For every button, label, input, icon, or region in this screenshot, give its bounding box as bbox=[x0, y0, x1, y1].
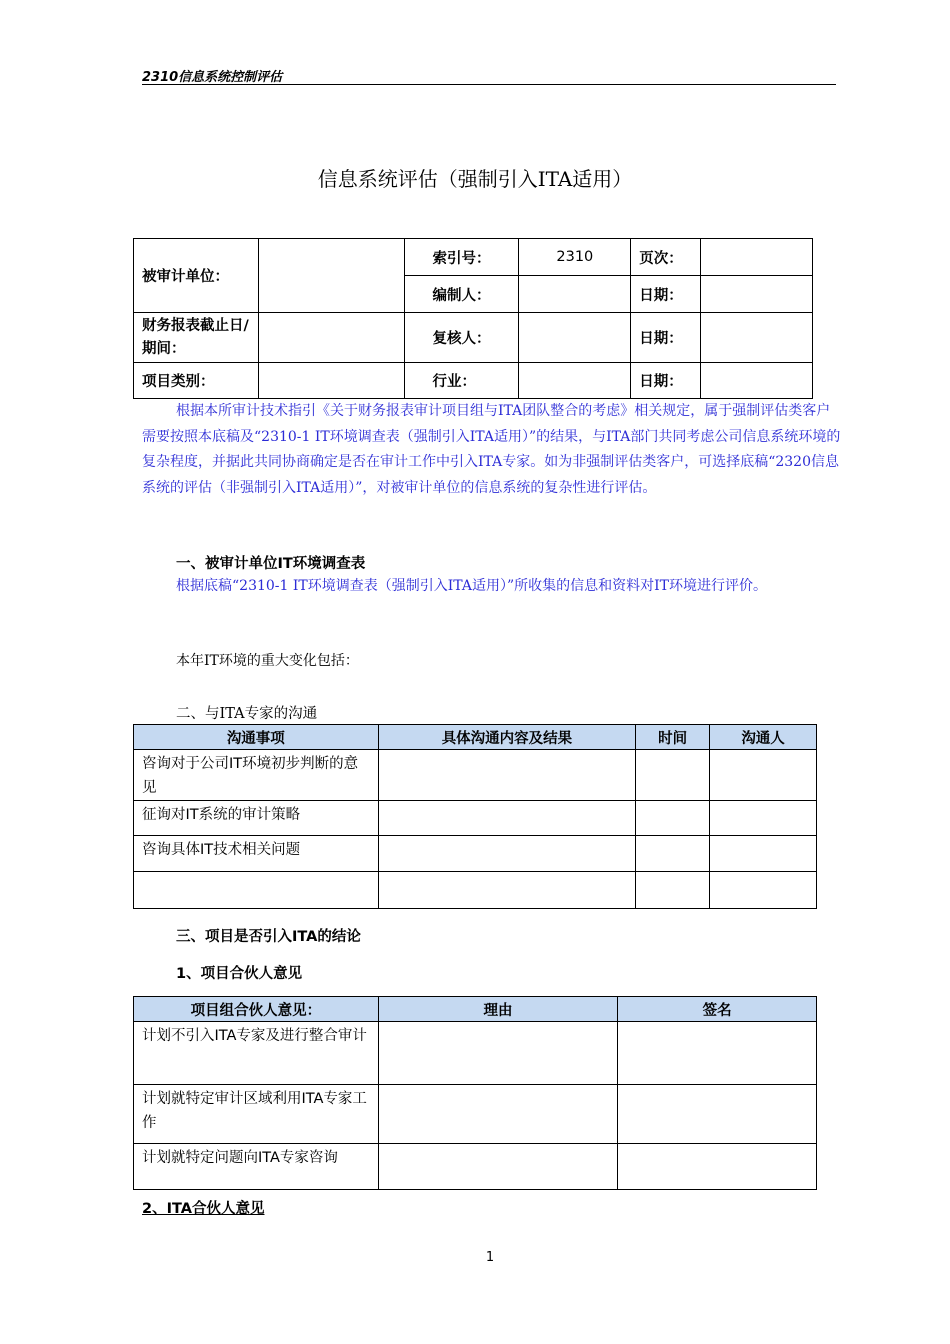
section3-title: 三、项目是否引入ITA的结论 bbox=[176, 929, 361, 945]
comm-row-item[interactable] bbox=[134, 872, 379, 909]
index-value[interactable]: 2310 bbox=[519, 239, 631, 276]
page-value[interactable] bbox=[701, 239, 813, 276]
project-type-label: 项目类别： bbox=[134, 363, 259, 399]
comm-row-time[interactable] bbox=[636, 872, 710, 909]
comm-header-person: 沟通人 bbox=[710, 725, 817, 750]
auditee-label: 被审计单位： bbox=[134, 239, 259, 313]
period-label: 财务报表截止日/期间： bbox=[134, 313, 259, 363]
partner-row-reason[interactable] bbox=[378, 1085, 618, 1144]
preparer-date-value[interactable] bbox=[701, 276, 813, 313]
reviewer-label: 复核人： bbox=[404, 313, 519, 363]
partner-header-signature: 签名 bbox=[618, 997, 817, 1022]
industry-label: 行业： bbox=[404, 363, 519, 399]
comm-row-time[interactable] bbox=[636, 750, 710, 801]
comm-row-content[interactable] bbox=[378, 750, 636, 801]
partner-row-signature[interactable] bbox=[618, 1144, 817, 1190]
comm-row-item: 征询对IT系统的审计策略 bbox=[134, 801, 379, 836]
comm-row-person[interactable] bbox=[710, 750, 817, 801]
partner-row-option: 计划就特定问题向ITA专家咨询 bbox=[134, 1144, 379, 1190]
document-title: 信息系统评估（强制引入ITA适用） bbox=[317, 167, 633, 191]
it-changes-text: 本年IT环境的重大变化包括： bbox=[176, 653, 359, 669]
index-label: 索引号： bbox=[404, 239, 519, 276]
page-header: 2310信息系统控制评估 bbox=[142, 66, 836, 85]
section1-text: 根据底稿“2310-1 IT环境调查表（强制引入ITA适用）”所收集的信息和资料对IT环境进行评价。 bbox=[176, 578, 767, 594]
section1-title: 一、被审计单位IT环境调查表 bbox=[176, 556, 366, 572]
section1-paragraph bbox=[142, 574, 842, 600]
project-date-label: 日期： bbox=[631, 363, 701, 399]
project-type-value[interactable] bbox=[258, 363, 404, 399]
partner-row-reason[interactable] bbox=[378, 1144, 618, 1190]
comm-row-person[interactable] bbox=[710, 801, 817, 836]
reviewer-value[interactable] bbox=[519, 313, 631, 363]
comm-row-time[interactable] bbox=[636, 801, 710, 836]
partner-row-signature[interactable] bbox=[618, 1022, 817, 1085]
partner-header-reason: 理由 bbox=[378, 997, 618, 1022]
industry-value[interactable] bbox=[519, 363, 631, 399]
preparer-date-label: 日期： bbox=[631, 276, 701, 313]
ita-partner-opinion-title: 2、ITA合伙人意见 bbox=[142, 1201, 265, 1217]
partner-opinion-title: 1、项目合伙人意见 bbox=[176, 966, 303, 982]
reviewer-date-label: 日期： bbox=[631, 313, 701, 363]
comm-header-time: 时间 bbox=[636, 725, 710, 750]
intro-text: 根据本所审计技术指引《关于财务报表审计项目组与ITA团队整合的考虑》相关规定，属于强制评估类客户需要按照本底稿及“2310-1 IT环境调查表（强制引入ITA适用）”的结果，与ITA部门共同考虑公司信息系统环境的复杂程度，并据此共同协商确定是否在审计工作中引入ITA专家。如为非强制评估类客户，可选择底稿“2320信息系统的评估（非强制引入ITA适用）”，对被审计单位的信息系统的复杂性进行评估。 bbox=[142, 403, 841, 496]
page-number: 1 bbox=[485, 1250, 495, 1265]
preparer-value[interactable] bbox=[519, 276, 631, 313]
intro-paragraph bbox=[142, 399, 842, 501]
info-table bbox=[133, 238, 813, 399]
comm-row-time[interactable] bbox=[636, 836, 710, 872]
preparer-label: 编制人： bbox=[404, 276, 519, 313]
comm-row-person[interactable] bbox=[710, 872, 817, 909]
comm-header-content: 具体沟通内容及结果 bbox=[378, 725, 636, 750]
section2-title: 二、与ITA专家的沟通 bbox=[176, 706, 318, 722]
comm-row-item: 咨询具体IT技术相关问题 bbox=[134, 836, 379, 872]
page-label: 页次： bbox=[631, 239, 701, 276]
auditee-value[interactable] bbox=[258, 239, 404, 313]
comm-row-item: 咨询对于公司IT环境初步判断的意见 bbox=[134, 750, 379, 801]
partner-header-opinion: 项目组合伙人意见： bbox=[134, 997, 379, 1022]
partner-row-option: 计划就特定审计区域利用ITA专家工作 bbox=[134, 1085, 379, 1144]
partner-row-reason[interactable] bbox=[378, 1022, 618, 1085]
partner-opinion-table bbox=[133, 996, 817, 1190]
period-value[interactable] bbox=[258, 313, 404, 363]
project-date-value[interactable] bbox=[701, 363, 813, 399]
reviewer-date-value[interactable] bbox=[701, 313, 813, 363]
partner-row-signature[interactable] bbox=[618, 1085, 817, 1144]
communication-table bbox=[133, 724, 817, 909]
comm-row-content[interactable] bbox=[378, 872, 636, 909]
comm-row-content[interactable] bbox=[378, 836, 636, 872]
comm-row-person[interactable] bbox=[710, 836, 817, 872]
partner-row-option: 计划不引入ITA专家及进行整合审计 bbox=[134, 1022, 379, 1085]
comm-row-content[interactable] bbox=[378, 801, 636, 836]
comm-header-item: 沟通事项 bbox=[134, 725, 379, 750]
